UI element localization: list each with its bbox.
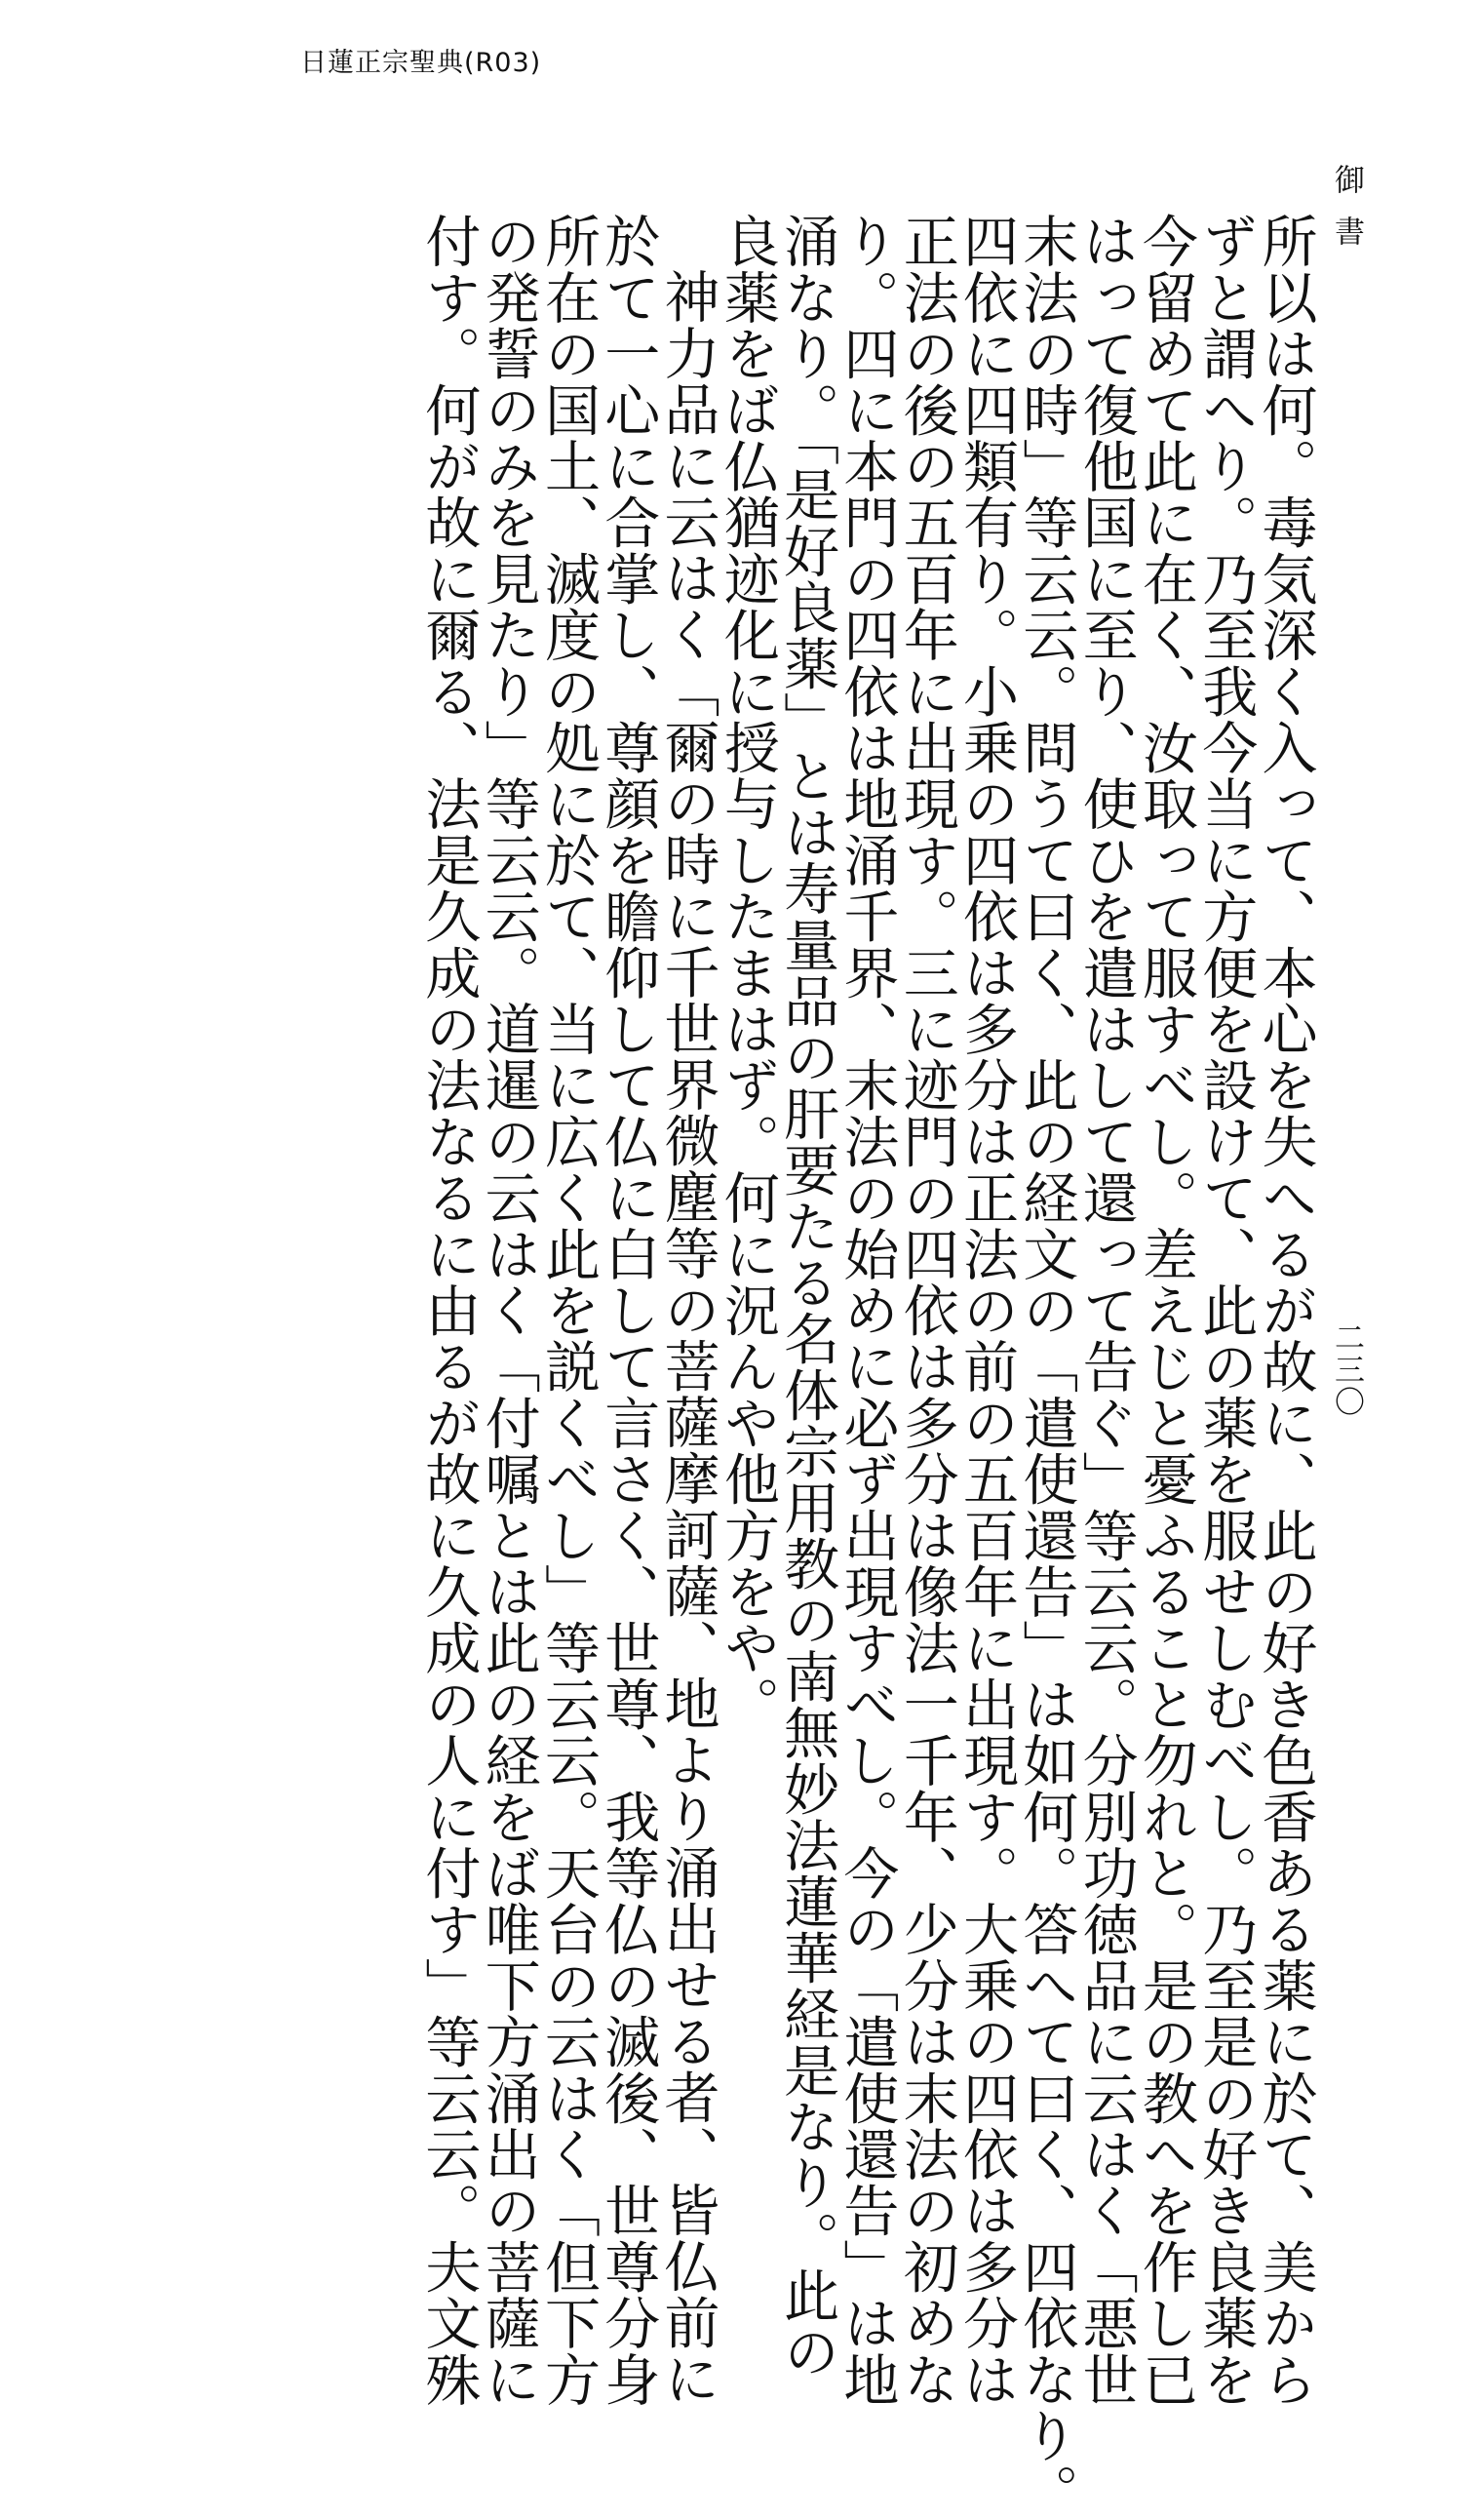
text-column: 末法の時」等云云。問うて曰く、此の経文の「遣使還告」は如何。答へて曰く、四依なり。 [1013, 213, 1078, 2520]
running-title: 御書 [1329, 164, 1364, 267]
text-column: 於て一心に合掌し、尊顔を瞻仰して仏に白して言さく、世尊、我等仏の滅後、世尊分身 [595, 213, 660, 2408]
text-column: 今留めて此に在く、汝取って服すべし。差えじと憂ふること勿れと。是の教へを作し已 [1133, 213, 1198, 2408]
source-title: 日蓮正宗聖典(R03) [300, 48, 542, 78]
text-column: はって復他国に至り、使ひを遣はして還って告ぐ」等云云。分別功徳品に云はく「悪世 [1073, 213, 1139, 2408]
text-column: 神力品に云はく「爾の時に千世界微塵等の菩薩摩訶薩、地より涌出せる者、皆仏前に [655, 268, 720, 2407]
page-number: 二三〇 [1329, 1321, 1364, 1418]
text-column: 所以は何。毒気深く入って、本心を失へるが故に、此の好き色香ある薬に於て、美から [1253, 213, 1317, 2408]
text-column: り。四に本門の四依は地涌千界、末法の始めに必ず出現すべし。今の「遣使還告」は地 [834, 213, 899, 2408]
text-column: 涌なり。「是好良薬」とは寿量品の肝要たる名体宗用教の南無妙法蓮華経是なり。此の [774, 213, 839, 2380]
text-column: 正法の後の五百年に出現す。三に迹門の四依は多分は像法一千年、少分は末法の初めな [894, 213, 959, 2408]
text-column: ずと謂へり。乃至我今当に方便を設けて、此の薬を服せしむべし。乃至是の好き良薬を [1192, 213, 1258, 2408]
text-column: 四依に四類有り。小乗の四依は多分は正法の前の五百年に出現す。大乗の四依は多分は [953, 213, 1019, 2408]
text-column: 所在の国土、滅度の処に於て、当に広く此を説くべし」等云云。天台の云はく「但下方 [535, 213, 601, 2408]
vertical-text-body [415, 213, 1317, 2520]
text-column: の発誓のみを見たり」等云云。道暹の云はく「付嘱とは此の経をば唯下方涌出の菩薩に [476, 213, 541, 2408]
text-column: 良薬をば仏猶迹化に授与したまはず。何に況んや他方をや。 [715, 213, 780, 1732]
text-column: 付す。何が故に爾る、法是久成の法なるに由るが故に久成の人に付す」等云云。夫文殊 [415, 213, 481, 2408]
